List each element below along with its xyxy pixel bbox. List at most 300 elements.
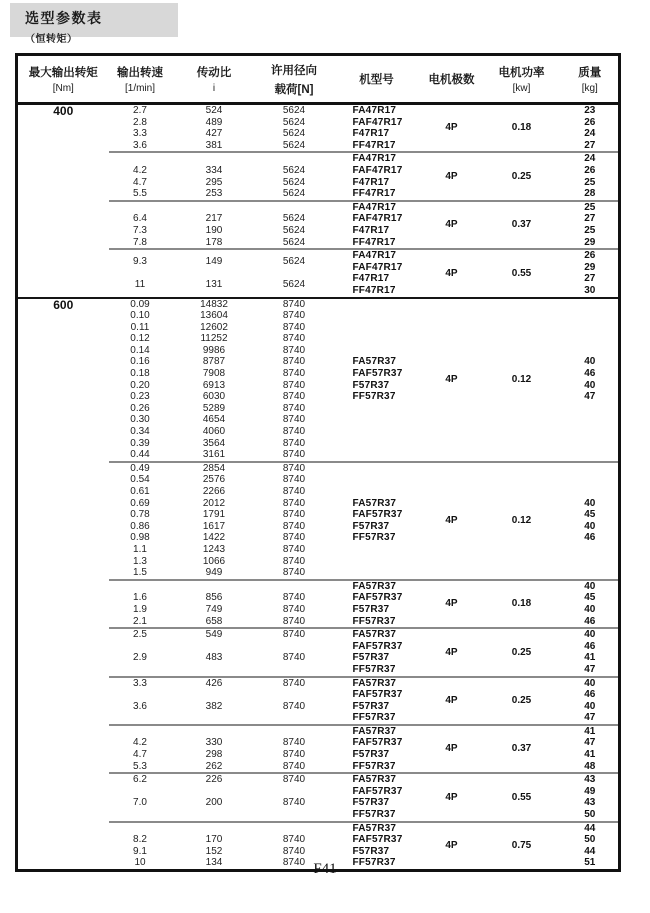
- cell-speed: 0.78: [130, 509, 150, 521]
- cell-speed: 0.30: [130, 414, 150, 426]
- cell-ratio: 381: [205, 139, 223, 151]
- cell-load: [257, 809, 332, 822]
- cell-speed: 2.7: [133, 105, 147, 116]
- cell-speed: 0.61: [130, 486, 150, 497]
- cell-mass: 41: [584, 749, 596, 761]
- cell-model: FF57R37: [352, 391, 396, 403]
- cell-speed: 0.10: [130, 310, 150, 322]
- cell-speed: 8.2: [133, 834, 147, 846]
- cell-model: FAF57R37: [352, 368, 403, 380]
- cell-ratio: 334: [205, 164, 223, 176]
- cell-speed: 1.1: [133, 543, 147, 555]
- cell-load: [257, 712, 332, 725]
- cell-load: [257, 201, 332, 214]
- cell-speed: 0.69: [130, 497, 150, 509]
- cell-model: [332, 556, 422, 568]
- cell-power: 0.18: [511, 122, 532, 134]
- header-torque-unit: [Nm]: [52, 83, 74, 94]
- cell-load: 8740: [282, 567, 306, 579]
- cell-mass: [562, 462, 620, 475]
- cell-poles: 4P: [422, 677, 482, 725]
- cell-load: 8740: [282, 391, 306, 403]
- cell-speed: 10: [134, 857, 146, 869]
- cell-speed: 7.8: [133, 236, 147, 248]
- cell-mass: 49: [584, 785, 596, 797]
- cell-model: FF57R37: [352, 857, 396, 869]
- cell-ratio: 131: [205, 279, 223, 291]
- cell-load: 8740: [257, 298, 332, 311]
- cell-ratio: 217: [205, 213, 223, 225]
- cell-mass: 46: [584, 640, 596, 652]
- cell-model: [332, 567, 422, 580]
- cell-mass: 41: [562, 725, 620, 738]
- header-ratio-unit: i: [212, 83, 216, 94]
- cell-load: 8740: [257, 462, 332, 475]
- cell-model: F57R37: [352, 652, 390, 664]
- cell-speed: 4.7: [133, 749, 147, 761]
- cell-speed: [109, 641, 172, 653]
- cell-power: 0.25: [482, 628, 562, 676]
- cell-load: 5624: [282, 213, 306, 225]
- cell-load: [257, 822, 332, 835]
- cell-ratio: 427: [205, 128, 223, 140]
- cell-model: FAF57R37: [352, 689, 403, 701]
- header-speed-unit: [1/min]: [124, 83, 155, 94]
- cell-speed: 0.98: [130, 532, 150, 544]
- cell-poles: 4P: [422, 152, 482, 200]
- cell-load: 8740: [282, 402, 306, 414]
- cell-speed: [109, 822, 172, 835]
- cell-load: 5624: [282, 128, 306, 140]
- cell-speed: 5.5: [133, 188, 147, 200]
- cell-mass: 25: [584, 176, 596, 188]
- cell-ratio: 6913: [202, 379, 226, 391]
- cell-load: 8740: [282, 797, 306, 809]
- cell-mass: 40: [584, 356, 596, 368]
- cell-load: 8740: [282, 474, 306, 486]
- cell-poles: 4P: [422, 628, 482, 676]
- cell-speed: 3.3: [133, 128, 147, 140]
- cell-ratio: 483: [205, 652, 223, 664]
- cell-speed: 6.2: [109, 773, 172, 786]
- cell-power: 0.55: [482, 773, 562, 821]
- cell-model: [332, 322, 422, 334]
- cell-ratio: 5289: [202, 402, 226, 414]
- cell-mass: 51: [584, 857, 596, 869]
- header-ratio: [172, 55, 257, 104]
- cell-poles: 4P: [445, 122, 458, 134]
- cell-mass: [562, 310, 620, 322]
- cell-ratio: 330: [205, 737, 223, 749]
- cell-ratio: [172, 641, 257, 653]
- cell-ratio: 178: [205, 236, 223, 248]
- table-row: [17, 104, 620, 117]
- cell-load: 8740: [282, 520, 306, 532]
- title-box: [10, 3, 178, 45]
- param-table-body: [17, 104, 620, 871]
- cell-load: 8740: [282, 700, 306, 712]
- cell-mass: 40: [584, 603, 596, 615]
- cell-mass: [562, 426, 620, 438]
- cell-mass: 44: [584, 845, 596, 857]
- cell-ratio: 262: [205, 760, 223, 772]
- cell-mass: 27: [584, 139, 596, 151]
- cell-load: 8740: [257, 628, 332, 641]
- header-model: [332, 55, 422, 104]
- cell-model: [332, 414, 422, 426]
- cell-speed: 7.3: [133, 224, 147, 236]
- cell-mass: 40: [584, 520, 596, 532]
- cell-load: 8740: [282, 652, 306, 664]
- cell-ratio: 200: [205, 797, 223, 809]
- cell-model: FA47R17: [332, 152, 422, 165]
- cell-ratio: 1243: [202, 543, 226, 555]
- cell-model: FA57R37: [332, 773, 422, 786]
- cell-speed: 5.3: [133, 760, 147, 772]
- cell-poles: 4P: [422, 462, 482, 580]
- cell-speed: 6.4: [133, 213, 147, 225]
- cell-model: FA57R37: [332, 628, 422, 641]
- cell-mass: [562, 322, 620, 334]
- cell-model: FA47R17: [352, 105, 397, 116]
- cell-speed: 7.0: [133, 797, 147, 809]
- cell-torque: 400: [53, 104, 74, 118]
- cell-speed: [109, 152, 172, 165]
- cell-speed: 0.26: [130, 402, 150, 414]
- cell-speed: 3.3: [109, 677, 172, 690]
- cell-load: 8740: [282, 857, 306, 869]
- cell-speed: 0.18: [130, 368, 150, 380]
- cell-load: [257, 689, 332, 701]
- header-torque: [17, 55, 109, 104]
- header-poles-label: 电机极数: [428, 74, 475, 86]
- cell-speed: 0.49: [109, 462, 172, 475]
- cell-speed: [109, 786, 172, 798]
- cell-ratio: 6030: [202, 391, 226, 403]
- cell-model: FAF57R37: [352, 640, 403, 652]
- cell-mass: 27: [584, 273, 596, 285]
- cell-load: 8740: [282, 543, 306, 555]
- selection-parameter-table: [15, 53, 621, 872]
- cell-speed: 9.3: [109, 249, 172, 273]
- cell-mass: 40: [584, 497, 596, 509]
- cell-mass: 46: [584, 532, 596, 544]
- cell-speed: 2.8: [133, 116, 147, 128]
- cell-load: 8740: [282, 603, 306, 615]
- header-load-unit: 载荷[N]: [274, 83, 314, 96]
- page-title: 选型参数表: [25, 10, 103, 26]
- header-power-label: 电机功率: [498, 67, 545, 79]
- cell-speed: 0.39: [130, 437, 150, 449]
- header-speed: [109, 55, 172, 104]
- cell-model: FAF57R37: [352, 834, 403, 846]
- cell-speed: 0.23: [130, 391, 150, 403]
- cell-model: FAF47R17: [352, 213, 403, 225]
- cell-mass: 40: [562, 677, 620, 690]
- cell-model: [332, 474, 422, 486]
- cell-load: 8740: [282, 368, 306, 380]
- cell-load: 8740: [282, 592, 306, 604]
- cell-speed: 0.12: [130, 333, 150, 345]
- cell-load: 8740: [282, 344, 306, 356]
- cell-model: F57R37: [352, 603, 390, 615]
- cell-ratio: 1066: [202, 555, 226, 567]
- cell-speed: 0.14: [130, 344, 150, 356]
- cell-mass: 27: [584, 213, 596, 225]
- cell-power: 0.25: [482, 677, 562, 725]
- cell-load: 8740: [282, 497, 306, 509]
- cell-load: 8740: [257, 773, 332, 786]
- cell-ratio: 8787: [202, 356, 226, 368]
- cell-load: 8740: [282, 333, 306, 345]
- cell-power: 0.25: [482, 152, 562, 200]
- header-speed-label: 输出转速: [117, 67, 163, 79]
- cell-ratio: 14832: [172, 298, 257, 311]
- cell-load: [257, 786, 332, 798]
- cell-speed: [109, 725, 172, 738]
- header-mass-unit: [kg]: [581, 83, 598, 94]
- cell-speed: 0.11: [130, 321, 150, 333]
- cell-ratio: 524: [205, 105, 223, 116]
- cell-mass: 25: [562, 201, 620, 214]
- header-torque-label: 最大输出转矩: [28, 67, 98, 79]
- cell-speed: 11: [134, 279, 146, 291]
- cell-mass: 29: [584, 261, 596, 273]
- cell-ratio: [172, 822, 257, 835]
- cell-ratio: 426: [172, 677, 257, 690]
- cell-speed: 1.5: [133, 567, 147, 579]
- cell-mass: 26: [584, 116, 596, 128]
- cell-model: [332, 462, 422, 475]
- cell-mass: 28: [584, 188, 596, 200]
- cell-speed: [109, 689, 172, 701]
- cell-model: FAF57R37: [352, 592, 403, 604]
- cell-poles: 4P: [422, 298, 482, 462]
- cell-ratio: 549: [172, 628, 257, 641]
- cell-model: [332, 438, 422, 450]
- cell-speed: 0.86: [130, 520, 150, 532]
- cell-model: F57R37: [352, 379, 390, 391]
- cell-ratio: 134: [205, 857, 223, 869]
- cell-ratio: 1791: [202, 509, 226, 521]
- cell-model: FF57R37: [352, 760, 396, 772]
- cell-ratio: [172, 152, 257, 165]
- cell-ratio: 2854: [172, 462, 257, 475]
- cell-power: 0.75: [482, 822, 562, 871]
- cell-load: 8740: [282, 509, 306, 521]
- cell-load: [257, 580, 332, 593]
- cell-mass: 47: [584, 391, 596, 403]
- cell-load: 8740: [282, 532, 306, 544]
- cell-load: 8740: [282, 760, 306, 772]
- cell-load: [257, 725, 332, 738]
- cell-ratio: [172, 689, 257, 701]
- cell-mass: 24: [562, 152, 620, 165]
- cell-mass: [562, 438, 620, 450]
- cell-load: 5624: [282, 188, 306, 200]
- cell-speed: 0.54: [130, 474, 150, 486]
- cell-model: F57R37: [352, 700, 390, 712]
- cell-mass: 26: [562, 249, 620, 262]
- cell-model: F57R37: [352, 845, 390, 857]
- cell-mass: 50: [584, 809, 596, 821]
- cell-ratio: 749: [205, 603, 223, 615]
- cell-model: FAF57R37: [352, 785, 403, 797]
- cell-load: 8740: [282, 449, 306, 461]
- cell-speed: 2.1: [133, 615, 147, 627]
- cell-load: [257, 641, 332, 653]
- cell-speed: 4.2: [133, 737, 147, 749]
- cell-model: FA57R37: [332, 822, 422, 835]
- cell-speed: 4.2: [133, 164, 147, 176]
- cell-ratio: [172, 580, 257, 593]
- table-header: [17, 55, 620, 104]
- cell-poles: 4P: [422, 773, 482, 821]
- cell-model: FF47R17: [352, 139, 396, 151]
- cell-speed: [109, 664, 172, 677]
- header-row: [17, 55, 620, 104]
- cell-model: FA57R37: [352, 497, 397, 509]
- cell-poles: 4P: [422, 580, 482, 628]
- cell-speed: 9.1: [133, 845, 147, 857]
- cell-model: FAF57R37: [352, 737, 403, 749]
- cell-ratio: 7908: [202, 368, 226, 380]
- cell-model: [332, 345, 422, 357]
- cell-speed: 2.9: [133, 652, 147, 664]
- cell-mass: [562, 403, 620, 415]
- cell-load: 5624: [257, 249, 332, 273]
- cell-ratio: 489: [205, 116, 223, 128]
- header-poles: [422, 55, 482, 104]
- cell-speed: 0.16: [130, 356, 150, 368]
- cell-mass: [562, 474, 620, 486]
- cell-mass: 40: [562, 580, 620, 593]
- cell-mass: 46: [584, 689, 596, 701]
- cell-load: [257, 664, 332, 677]
- cell-mass: 46: [584, 615, 596, 627]
- cell-speed: 0.20: [130, 379, 150, 391]
- cell-mass: 44: [562, 822, 620, 835]
- cell-speed: 0.09: [109, 298, 172, 311]
- cell-load: 8740: [282, 310, 306, 322]
- cell-mass: 50: [584, 834, 596, 846]
- cell-mass: [562, 449, 620, 462]
- cell-load: 5624: [282, 105, 306, 116]
- cell-model: FF57R37: [352, 809, 396, 821]
- cell-ratio: 13604: [200, 310, 228, 322]
- cell-mass: 29: [584, 236, 596, 248]
- cell-ratio: 12602: [200, 321, 228, 333]
- cell-load: 8740: [282, 615, 306, 627]
- cell-model: FA57R37: [332, 580, 422, 593]
- cell-ratio: 2576: [202, 474, 226, 486]
- cell-ratio: 4060: [202, 426, 226, 438]
- cell-mass: 45: [584, 592, 596, 604]
- cell-model: FA57R37: [332, 725, 422, 738]
- cell-speed: 0.34: [130, 426, 150, 438]
- cell-model: [332, 310, 422, 322]
- cell-load: 8740: [282, 555, 306, 567]
- cell-mass: [562, 345, 620, 357]
- cell-ratio: 295: [205, 176, 223, 188]
- cell-speed: 4.7: [133, 176, 147, 188]
- cell-load: 8740: [282, 437, 306, 449]
- cell-ratio: 3564: [202, 437, 226, 449]
- header-power: [482, 55, 562, 104]
- cell-mass: [562, 567, 620, 580]
- cell-model: [332, 426, 422, 438]
- header-ratio-label: 传动比: [196, 67, 232, 79]
- page-number: F41: [313, 861, 337, 877]
- cell-poles: 4P: [422, 822, 482, 871]
- header-mass: [562, 55, 620, 104]
- cell-ratio: 152: [205, 845, 223, 857]
- cell-ratio: 190: [205, 224, 223, 236]
- cell-model: F57R37: [352, 520, 390, 532]
- cell-mass: [562, 486, 620, 498]
- cell-model: F47R17: [352, 176, 390, 188]
- cell-load: 8740: [282, 834, 306, 846]
- cell-mass: 47: [584, 663, 596, 675]
- cell-speed: 3.6: [133, 139, 147, 151]
- cell-model: F47R17: [352, 224, 390, 236]
- cell-load: 8740: [282, 356, 306, 368]
- cell-load: 8740: [282, 414, 306, 426]
- cell-ratio: [172, 809, 257, 822]
- cell-mass: [562, 556, 620, 568]
- cell-speed: 0.44: [130, 449, 150, 461]
- header-model-label: 机型号: [359, 74, 394, 86]
- cell-mass: 43: [562, 773, 620, 786]
- cell-power: 0.12: [482, 462, 562, 580]
- cell-ratio: 11252: [200, 333, 228, 345]
- cell-model: [332, 486, 422, 498]
- cell-load: 8740: [282, 379, 306, 391]
- cell-ratio: 1617: [202, 520, 226, 532]
- cell-speed: [109, 809, 172, 822]
- cell-model: [332, 449, 422, 462]
- cell-power: 0.37: [482, 201, 562, 249]
- cell-speed: 3.6: [133, 700, 147, 712]
- cell-power: 0.12: [482, 298, 562, 462]
- cell-power: 0.18: [482, 580, 562, 628]
- cell-model: FF57R37: [352, 615, 396, 627]
- cell-model: FAF47R17: [352, 116, 403, 128]
- cell-power: 0.55: [482, 249, 562, 297]
- cell-load: 8740: [282, 845, 306, 857]
- cell-load: 8740: [282, 426, 306, 438]
- cell-power: 0.37: [482, 725, 562, 773]
- cell-speed: 1.3: [133, 555, 147, 567]
- cell-model: FF47R17: [352, 284, 396, 296]
- cell-speed: [109, 201, 172, 214]
- cell-load: 5624: [282, 279, 306, 291]
- cell-mass: 40: [584, 700, 596, 712]
- cell-model: FF47R17: [352, 188, 396, 200]
- cell-mass: [562, 298, 620, 311]
- cell-ratio: [172, 664, 257, 677]
- cell-poles: 4P: [422, 249, 482, 297]
- cell-ratio: 856: [205, 592, 223, 604]
- cell-speed: 2.5: [109, 628, 172, 641]
- cell-ratio: 298: [205, 749, 223, 761]
- cell-model: FF57R37: [352, 712, 396, 724]
- header-load-label: 许用径向: [271, 64, 317, 77]
- cell-model: [332, 544, 422, 556]
- cell-load: 8740: [282, 737, 306, 749]
- cell-mass: 24: [584, 128, 596, 140]
- cell-model: FAF57R37: [352, 509, 403, 521]
